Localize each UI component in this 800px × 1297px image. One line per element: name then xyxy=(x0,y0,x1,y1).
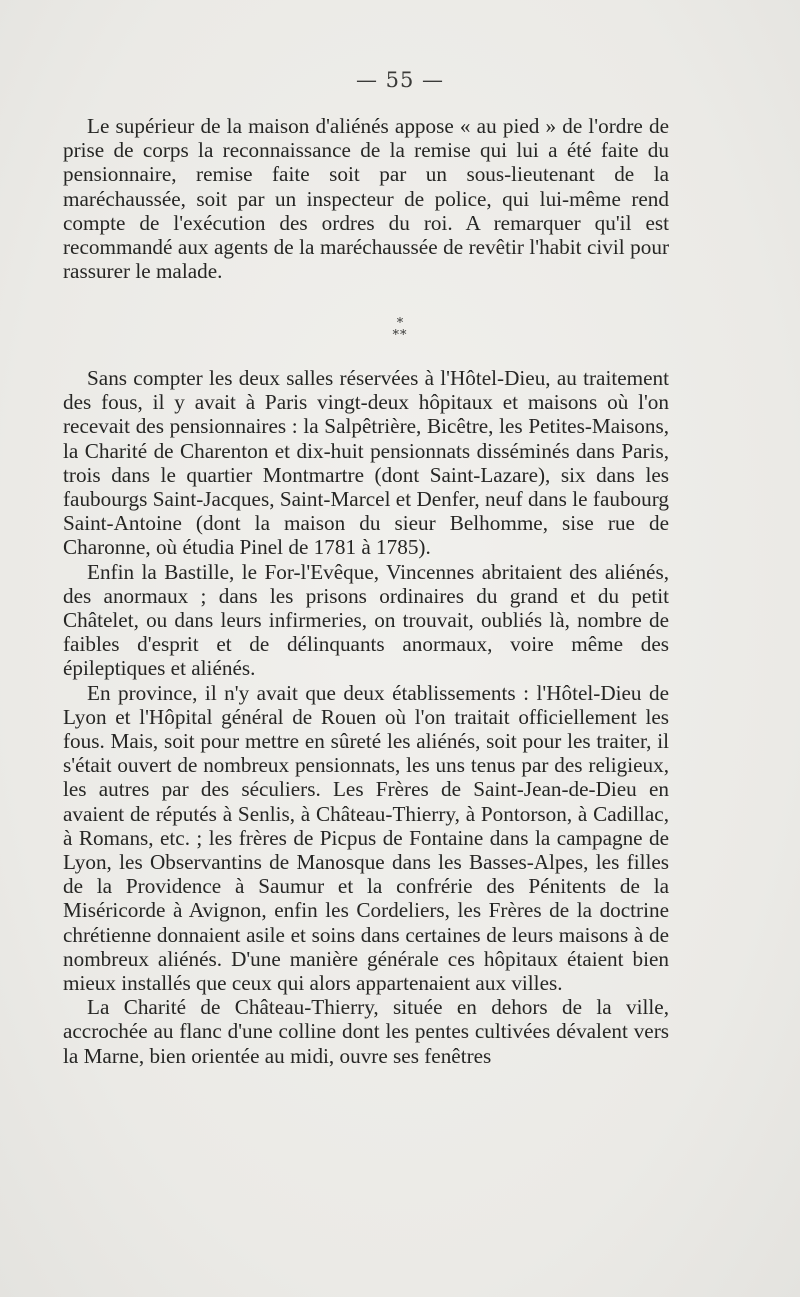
page-number: — 55 — xyxy=(355,68,445,92)
paragraph: Enfin la Bastille, le For-l'Evêque, Vincennes abritaient des aliénés, des anormaux ; dans les prisons ordinaires du grand et du petit Châtelet, ou dans leurs infirmeries, on trouvait, oubliés là, nombre de faibles d'esprit et de délinquants anormaux, voire même des épileptiques et aliénés. xyxy=(63,559,669,681)
paragraph: Sans compter les deux salles réservées à l'Hôtel-Dieu, au traitement des fous, il y avait à Paris vingt-deux hôpitaux et maisons où l'on recevait des pensionnaires : la Salpêtrière, Bicêtre, les Petites-Maisons, la Charité de Charenton et dix-huit pensionnats disséminés dans Paris, trois dans le quartier Montmartre (dont Saint-Lazare), six dans les faubourgs Saint-Jacques, Saint-Marcel et Denfer, neuf dans le faubourg Saint-Antoine (dont la maison du sieur Belhomme, sise rue de Charonne, où étudia Pinel de 1781 à 1785). xyxy=(63,366,669,560)
asterism-top: * xyxy=(396,316,404,331)
section-1-text xyxy=(63,114,669,283)
asterism-bottom: ** xyxy=(392,328,408,343)
paragraph: Le supérieur de la maison d'aliénés appose « au pied » de l'ordre de prise de corps la reconnaissance de la remise qui lui a été faite du pensionnaire, remise faite soit par un sous-lieutenant de la maréchaussée, soit par un inspecteur de police, qui lui-même rend compte de l'exécution des ordres du roi. A remarquer qu'il est recommandé aux agents de la maréchaussée de revêtir l'habit civil pour rassurer le malade. xyxy=(63,114,669,284)
section-2-text xyxy=(63,366,669,1068)
paragraph: La Charité de Château-Thierry, située en dehors de la ville, accrochée au flanc d'une colline dont les pentes cultivées dévalent vers la Marne, bien orientée au midi, ouvre ses fenêtres xyxy=(63,995,669,1068)
paragraph: En province, il n'y avait que deux établissements : l'Hôtel-Dieu de Lyon et l'Hôpital général de Rouen où l'on traitait officiellement les fous. Mais, soit pour mettre en sûreté les aliénés, soit pour les traiter, il s'était ouvert de nombreux pensionnats, les uns tenus par des religieux, les autres par des séculiers. Les Frères de Saint-Jean-de-Dieu en avaient de réputés à Senlis, à Château-Thierry, à Pontorson, à Cadillac, à Romans, etc. ; les frères de Picpus de Fontaine dans la campagne de Lyon, les Observantins de Manosque dans les Basses-Alpes, les filles de la Providence à Saumur et la confrérie des Pénitents de la Miséricorde à Avignon, enfin les Cordeliers, les Frères de la doctrine chrétienne donnaient asile et soins dans certaines de leurs maisons à de nombreux aliénés. D'une manière générale ces hôpitaux étaient bien mieux installés que ceux qui alors appartenaient aux villes. xyxy=(63,680,669,996)
section-separator-asterism xyxy=(0,318,800,342)
